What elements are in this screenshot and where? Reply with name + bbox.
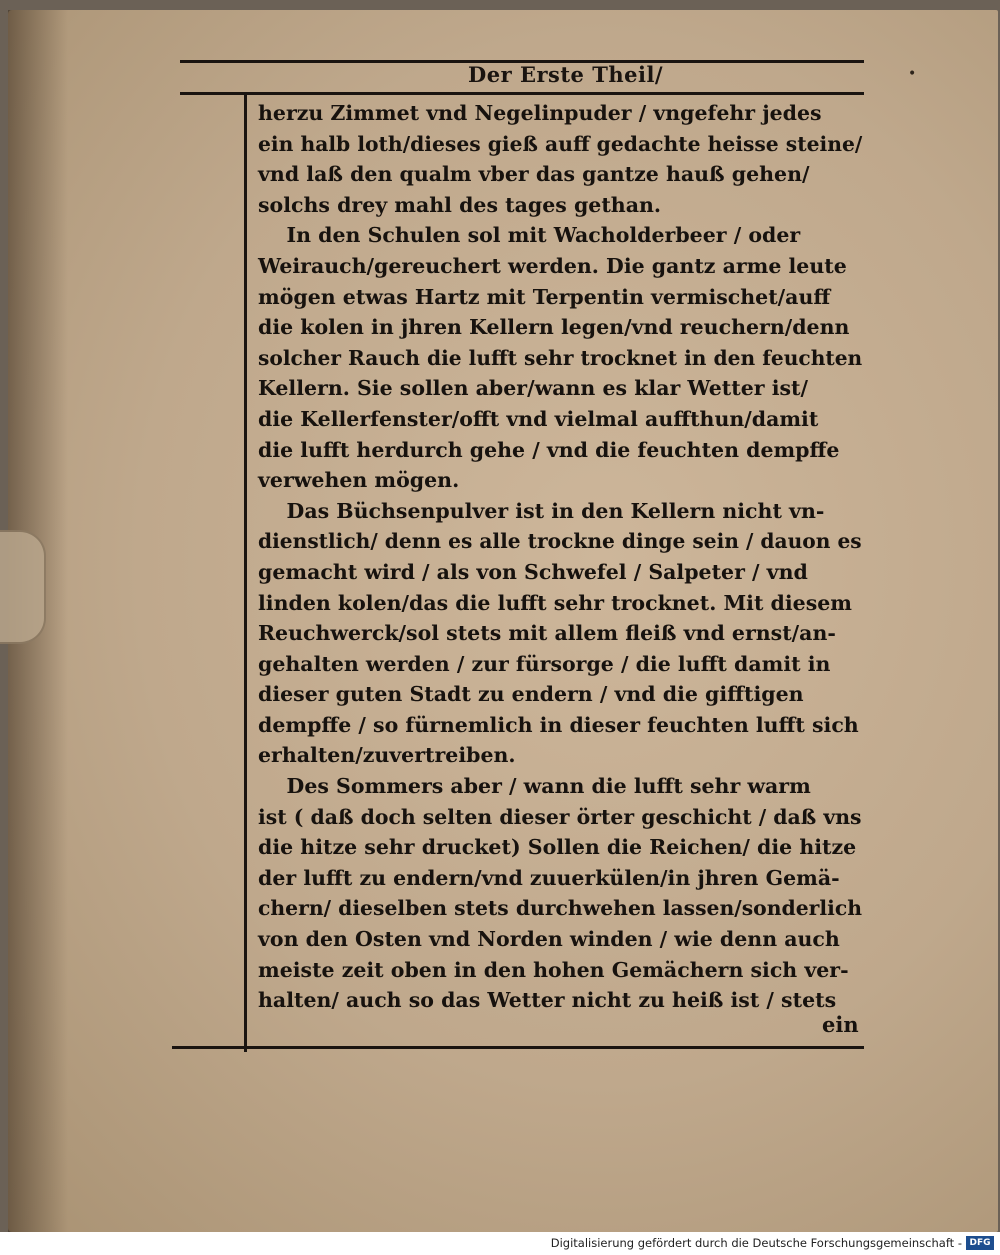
running-head: Der Erste Theil/ (468, 62, 664, 87)
text-line: Des Sommers aber / wann die lufft sehr warm (258, 774, 811, 799)
marginal-mark: • (908, 66, 917, 82)
type-frame (172, 58, 864, 1050)
text-line: dieser guten Stadt zu endern / vnd die gifftigen (258, 682, 804, 707)
text-line: von den Osten vnd Norden winden / wie denn auch (258, 927, 840, 952)
text-line: die lufft herdurch gehe / vnd die feuchten dempffe (258, 437, 840, 462)
text-line: Kellern. Sie sollen aber/wann es klar Wetter ist/ (258, 376, 809, 401)
dfg-logo-icon: DFG (966, 1236, 994, 1250)
text-line: meiste zeit oben in den hohen Gemächern sich ver- (258, 957, 849, 982)
text-line: chern/ dieselben stets durchwehen lassen/sonderlich (258, 896, 863, 921)
text-line: mögen etwas Hartz mit Terpentin vermischet/auff (258, 284, 831, 309)
left-margin-rule (244, 92, 247, 1052)
text-line: dempffe / so fürnemlich in dieser feuchten lufft sich (258, 712, 859, 737)
text-line: halten/ auch so das Wetter nicht zu heiß ist / stets (258, 988, 837, 1013)
catchword: ein (822, 1012, 859, 1037)
text-line: gemacht wird / als von Schwefel / Salpeter / vnd (258, 559, 808, 584)
bottom-rule (172, 1046, 864, 1049)
text-line: Weirauch/gereuchert werden. Die gantz arme leute (258, 253, 847, 278)
text-line: gehalten werden / zur fürsorge / die lufft damit in (258, 651, 831, 676)
text-line: die kolen in jhren Kellern legen/vnd reuchern/denn (258, 315, 850, 340)
funding-credit: Digitalisierung gefördert durch die Deutsche Forschungsgemeinschaft - (550, 1236, 962, 1250)
text-line: linden kolen/das die lufft sehr trocknet. Mit diesem (258, 590, 852, 615)
text-line: dienstlich/ denn es alle trockne dinge sein / dauon es (258, 529, 862, 554)
text-line: ist ( daß doch selten dieser örter geschicht / daß vns (258, 804, 862, 829)
head-rule (180, 92, 864, 95)
text-line: herzu Zimmet vnd Negelinpuder / vngefehr jedes (258, 101, 822, 125)
text-line: die Kellerfenster/offt vnd vielmal auffthun/damit (258, 406, 819, 431)
text-line: In den Schulen sol mit Wacholderbeer / oder (258, 223, 801, 248)
text-line: der lufft zu endern/vnd zuuerkülen/in jhren Gemä- (258, 865, 840, 890)
body-text (258, 98, 862, 1016)
text-line: solcher Rauch die lufft sehr trocknet in den feuchten (258, 345, 863, 370)
text-line: solchs drey mahl des tages gethan. (258, 192, 662, 217)
page-clip-tab (0, 530, 46, 644)
text-line: Reuchwerck/sol stets mit allem fleiß vnd ernst/an- (258, 621, 836, 646)
text-line: vnd laß den qualm vber das gantze hauß gehen/ (258, 162, 810, 187)
text-line: die hitze sehr drucket) Sollen die Reichen/ die hitze (258, 835, 857, 860)
text-line: erhalten/zuvertreiben. (258, 743, 516, 768)
text-line: ein halb loth/dieses gieß auff gedachte heisse steine/ (258, 131, 863, 156)
text-line: verwehen mögen. (258, 468, 460, 493)
text-line: Das Büchsenpulver ist in den Kellern nicht vn- (258, 498, 825, 523)
